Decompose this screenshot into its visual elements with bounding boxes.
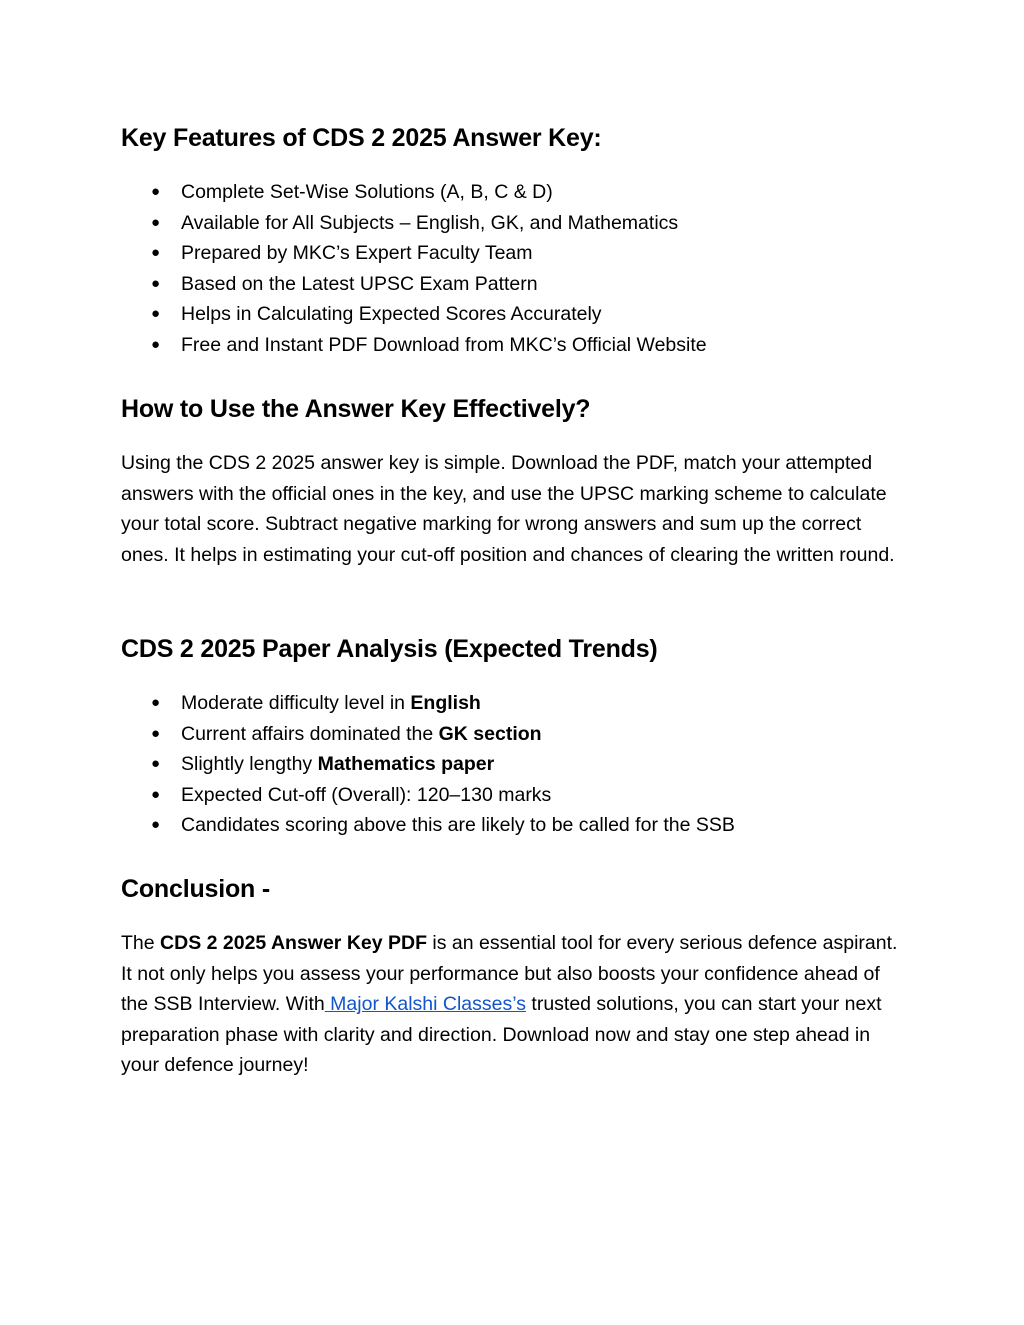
heading-paper-analysis: CDS 2 2025 Paper Analysis (Expected Trends) xyxy=(121,635,658,663)
heading-how-to-use: How to Use the Answer Key Effectively? xyxy=(121,395,591,423)
list-item: ● Expected Cut-off (Overall): 120–130 marks xyxy=(121,780,735,811)
list-item: ● Prepared by MKC’s Expert Faculty Team xyxy=(121,238,707,269)
bullet-icon: ● xyxy=(151,724,161,742)
bullet-icon: ● xyxy=(151,335,161,353)
features-list xyxy=(121,177,707,361)
heading-conclusion: Conclusion - xyxy=(121,875,270,903)
list-item: ● Helps in Calculating Expected Scores Accurately xyxy=(121,299,707,330)
list-item: ● Free and Instant PDF Download from MKC’s Official Website xyxy=(121,330,707,361)
bullet-icon: ● xyxy=(151,244,161,262)
heading-key-features: Key Features of CDS 2 2025 Answer Key: xyxy=(121,124,602,152)
howto-paragraph: Using the CDS 2 2025 answer key is simple. Download the PDF, match your attempted answers with the official ones in the key, and use the UPSC marking scheme to calculate your total score. Subtract negative marking for wrong answers and sum up the correct ones. It helps in estimating your cut-off position and chances of clearing the written round. xyxy=(121,452,895,566)
bullet-icon: ● xyxy=(151,694,161,711)
list-item: ● Moderate difficulty level in English xyxy=(121,688,735,719)
bullet-icon: ● xyxy=(151,755,161,773)
bullet-icon: ● xyxy=(151,305,161,323)
bullet-icon: ● xyxy=(151,213,161,231)
major-kalshi-classes-link[interactable]: Major Kalshi Classes’s xyxy=(324,993,526,1016)
list-item: ● Current affairs dominated the GK section xyxy=(121,719,735,750)
list-item: ● Based on the Latest UPSC Exam Pattern xyxy=(121,269,707,300)
analysis-list xyxy=(121,688,735,841)
conclusion-paragraph: The CDS 2 2025 Answer Key PDF is an essential tool for every serious defence aspirant. It not only helps you assess your performance but also boosts your confidence ahead of the SSB Interview. With Major Kalshi Classes’s trusted solutions, you can start your next preparation phase with clarity and direction. Download now and stay one step ahead in your defence journey! xyxy=(121,932,898,1077)
bullet-icon: ● xyxy=(151,816,161,834)
list-item: ● Available for All Subjects – English, GK, and Mathematics xyxy=(121,208,707,239)
bullet-icon: ● xyxy=(151,274,161,292)
bullet-icon: ● xyxy=(151,183,161,200)
bullet-icon: ● xyxy=(151,785,161,803)
list-item: ● Candidates scoring above this are likely to be called for the SSB xyxy=(121,810,735,841)
list-item: ● Complete Set-Wise Solutions (A, B, C & D) xyxy=(121,177,707,208)
list-item: ● Slightly lengthy Mathematics paper xyxy=(121,749,735,780)
